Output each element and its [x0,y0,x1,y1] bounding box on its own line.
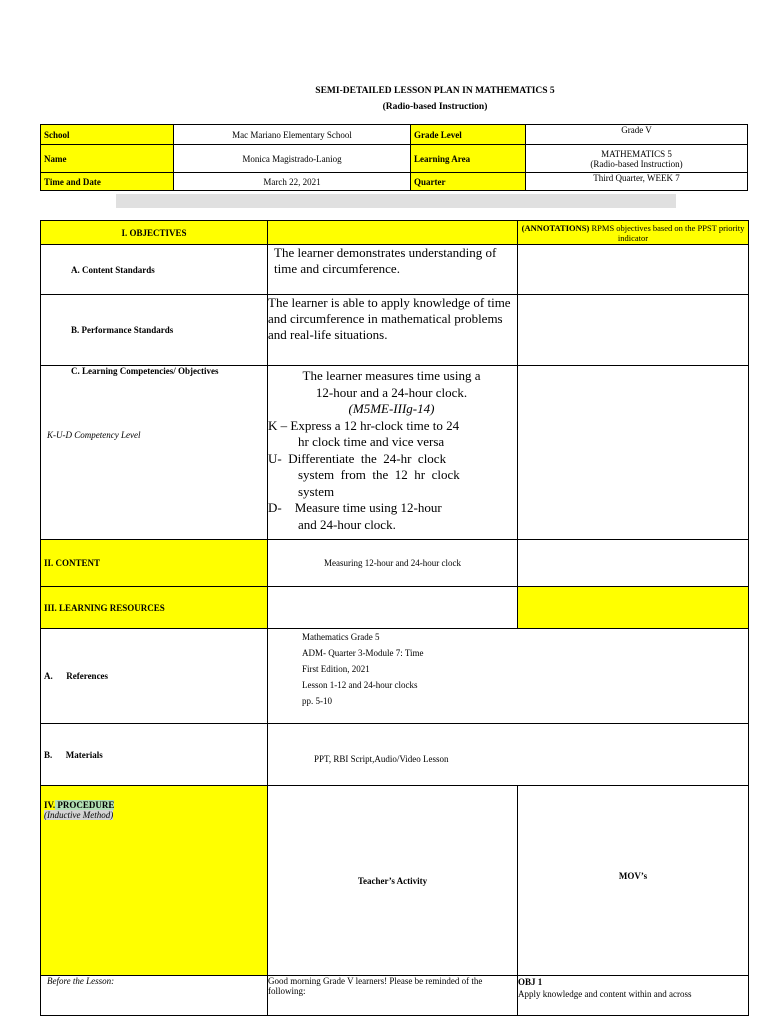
objectives-heading: I. OBJECTIVES [41,221,268,245]
learning-resources-blank [268,587,518,629]
references-label: A. References [41,629,268,724]
learning-resources-heading: III. LEARNING RESOURCES [41,587,268,629]
grade-level-label: Grade Level [411,125,526,145]
k-objective-line-2: hr clock time and vice versa [298,434,445,449]
procedure-method [44,810,264,820]
procedure-cell [41,786,268,976]
learning-area-label: Learning Area [411,145,526,173]
content-standards-text: The learner demonstrates understanding of time and circumference. [268,245,518,295]
time-date-value: March 22, 2021 [174,173,411,191]
procedure-heading [44,800,264,810]
competency-line-1: The learner measures time using a [302,368,481,383]
learning-area-value-line2: (Radio-based Instruction) [590,158,683,169]
annotations-label: (ANNOTATIONS) [521,222,590,233]
reference-item: pp. 5-10 [302,696,332,706]
learning-area-value-line1: MATHEMATICS 5 [601,148,672,159]
learning-resources-annotation [518,587,749,629]
procedure-label: PROCEDURE [55,800,115,810]
content-text: Measuring 12-hour and 24-hour clock [268,540,518,587]
lesson-plan-table [40,220,749,1016]
u-objective-line-1: U- Differentiate the 24-hr clock [268,450,447,466]
grade-level-value: Grade V [526,125,748,145]
competencies-label: C. Learning Competencies/ Objectives [71,366,219,376]
page-title: SEMI-DETAILED LESSON PLAN IN MATHEMATICS 5 [315,86,555,96]
reference-item: First Edition, 2021 [302,664,370,674]
page-subtitle: (Radio-based Instruction) [382,102,488,112]
performance-standards-label: B. Performance Standards [41,295,268,366]
d-objective-line-1: D- Measure time using 12-hour [268,500,442,515]
reference-item: ADM- Quarter 3-Module 7: Time [302,648,424,658]
procedure-prefix: IV. [44,800,56,810]
procedure-method-text: (Inductive Method) [44,810,114,820]
quarter-value: Third Quarter, WEEK 7 [526,173,748,191]
content-standards-label: A. Content Standards [41,245,268,295]
content-annotation [518,540,749,587]
school-value: Mac Mariano Elementary School [174,125,411,145]
learning-area-value [526,145,748,173]
performance-standards-text: The learner is able to apply knowledge of time and circumference in mathematical problems and real-life situations. [268,295,518,366]
performance-standards-annotation [518,295,749,366]
time-date-label: Time and Date [41,173,174,191]
school-label: School [41,125,174,145]
reference-item: Mathematics Grade 5 [302,632,380,642]
objectives-heading-blank [268,221,518,245]
movs-header: MOV’s [518,786,749,976]
competency-code: (M5ME-IIIg-14) [348,401,435,416]
competency-line-2: 12-hour and a 24-hour clock. [315,384,468,400]
name-value: Monica Magistrado-Laniog [174,145,411,173]
greeting-text: Good morning Grade V learners! Please be reminded of the following: [268,976,518,1016]
references-list [268,629,749,724]
before-lesson-label: Before the Lesson: [41,976,268,1016]
competencies-annotation [518,366,749,540]
materials-label: B. Materials [41,724,268,786]
competencies-text [268,366,518,540]
quarter-label: Quarter [411,173,526,191]
reference-item: Lesson 1-12 and 24-hour clocks [302,680,418,690]
teachers-activity-header: Teacher’s Activity [268,786,518,976]
k-objective-line-1: K – Express a 12 hr-clock time to 24 [268,417,460,433]
name-label: Name [41,145,174,173]
materials-text: PPT, RBI Script,Audio/Video Lesson [268,724,749,786]
content-heading: II. CONTENT [41,540,268,587]
obj-cell [518,976,749,1016]
obj-text: Apply knowledge and content within and across [518,989,692,999]
competencies-cell [41,366,268,540]
annotations-header [518,221,749,245]
obj-label: OBJ 1 [518,977,543,987]
content-standards-annotation [518,245,749,295]
info-table [40,124,748,191]
u-objective-line-3: system [298,483,335,499]
annotations-text: RPMS objectives based on the PPST priority indicator [589,222,745,243]
divider-bar [116,194,676,208]
u-objective-line-2: system from the 12 hr clock [298,467,460,482]
kud-label: K-U-D Competency Level [47,430,141,440]
d-objective-line-2: and 24-hour clock. [298,516,396,532]
